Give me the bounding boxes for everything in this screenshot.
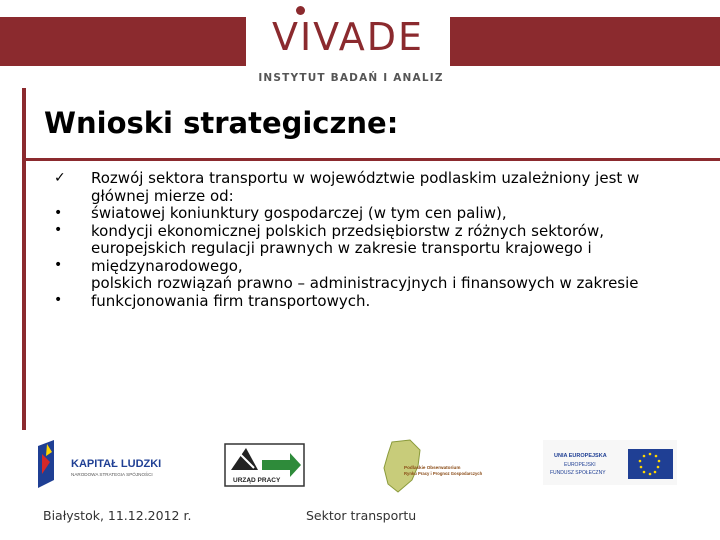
- eu-line3: FUNDUSZ SPOŁECZNY: [550, 470, 606, 476]
- list-item: polskich rozwiązań prawno – administracyjnych i finansowych w zakresie funkcjonowania firm transportowych.: [91, 274, 639, 310]
- bullet-icon: •: [54, 205, 63, 221]
- bullet-list: [91, 170, 691, 310]
- institute-subtitle: INSTYTUT BADAŃ I ANALIZ: [258, 72, 444, 84]
- horizontal-divider: [22, 158, 720, 161]
- urzad-name: URZĄD PRACY: [233, 477, 281, 484]
- eu-line2: EUROPEJSKI: [564, 462, 596, 468]
- vivade-logo: [246, 2, 450, 70]
- kapital-name: KAPITAŁ LUDZKI: [71, 458, 162, 470]
- sponsor-logos: [0, 432, 720, 502]
- bullet-icon: •: [54, 257, 63, 273]
- list-item: kondycji ekonomicznej polskich przedsiębiorstw z różnych sektorów,: [91, 221, 605, 240]
- list-item: europejskich regulacji prawnych w zakresie transportu krajowego i międzynarodowego,: [91, 239, 592, 275]
- kapital-sub: NARODOWA STRATEGIA SPÓJNOŚCI: [71, 472, 153, 477]
- bullet-icon: •: [54, 222, 63, 238]
- vertical-divider: [22, 88, 26, 430]
- bullet-icon: •: [54, 292, 63, 308]
- obserwatorium-logo: [384, 440, 483, 492]
- obserwatorium-line2: Rynku Pracy i Prognoz Gospodarczych: [404, 471, 483, 476]
- logo-text: VIVADE: [271, 15, 425, 59]
- checkmark-icon: ✓: [54, 170, 66, 186]
- eu-logo: [543, 440, 677, 485]
- eu-line1: UNIA EUROPEJSKA: [554, 453, 607, 459]
- logo-dot: [296, 6, 305, 15]
- slide-title: Wnioski strategiczne:: [44, 106, 399, 140]
- kapital-ludzki-logo: [38, 440, 161, 488]
- obserwatorium-line1: Podlaskie Obserwatorium: [404, 465, 461, 470]
- list-item: światowej koniunktury gospodarczej (w tym cen paliw),: [91, 204, 507, 222]
- list-item: Rozwój sektora transportu w województwie podlaskim uzależniony jest w głównej mierze od:: [91, 169, 640, 205]
- footer-topic: Sektor transportu: [306, 508, 417, 523]
- footer-date: Białystok, 11.12.2012 r.: [43, 508, 192, 523]
- urzad-pracy-logo: [225, 444, 304, 486]
